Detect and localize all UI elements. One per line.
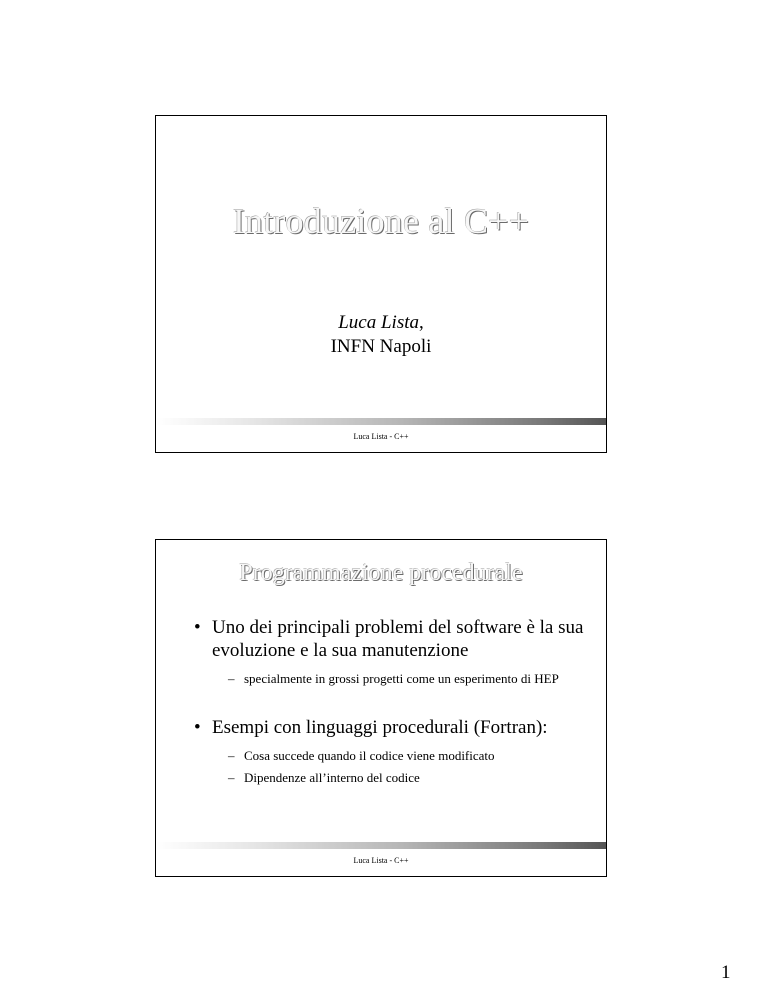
- sub-bullet-text: Cosa succede quando il codice viene modificato: [244, 748, 495, 763]
- sub-list: [194, 670, 586, 687]
- bullet-marker: •: [194, 717, 201, 738]
- sub-bullet-marker: –: [228, 748, 235, 763]
- author-name: Luca Lista: [338, 312, 420, 333]
- sub-bullet-text: specialmente in grossi progetti come un esperimento di HEP: [244, 671, 559, 686]
- slide-footer: Luca Lista - C++: [353, 856, 409, 865]
- sub-bullet-item: [228, 769, 586, 786]
- bullet-item: [194, 616, 586, 662]
- sub-bullet-text: Dipendenze all’interno del codice: [244, 770, 420, 785]
- page-number: 1: [721, 962, 731, 983]
- content-slide: [155, 539, 607, 877]
- sub-bullet-item: [228, 747, 586, 764]
- author-affiliation: INFN Napoli: [330, 336, 432, 357]
- sub-bullet-marker: –: [228, 671, 235, 686]
- title-slide: [155, 115, 607, 453]
- footer-gradient-bar: [156, 842, 606, 849]
- bullet-marker: •: [194, 617, 201, 638]
- bullet-text: Uno dei principali problemi del software è la sua evoluzione e la sua manutenzione: [212, 617, 584, 661]
- sub-bullet-item: [228, 670, 586, 687]
- author-block: [156, 311, 606, 359]
- bullet-list: [194, 616, 586, 791]
- bullet-item: [194, 716, 586, 739]
- slide-title: Programmazione procedurale: [239, 560, 523, 586]
- sub-bullet-marker: –: [228, 770, 235, 785]
- slide-footer: Luca Lista - C++: [353, 432, 409, 441]
- author-separator: ,: [419, 312, 424, 333]
- slide-title: Introduzione al C++: [232, 201, 530, 241]
- bullet-text: Esempi con linguaggi procedurali (Fortran):: [212, 717, 548, 738]
- sub-list: [194, 747, 586, 786]
- footer-gradient-bar: [156, 418, 606, 425]
